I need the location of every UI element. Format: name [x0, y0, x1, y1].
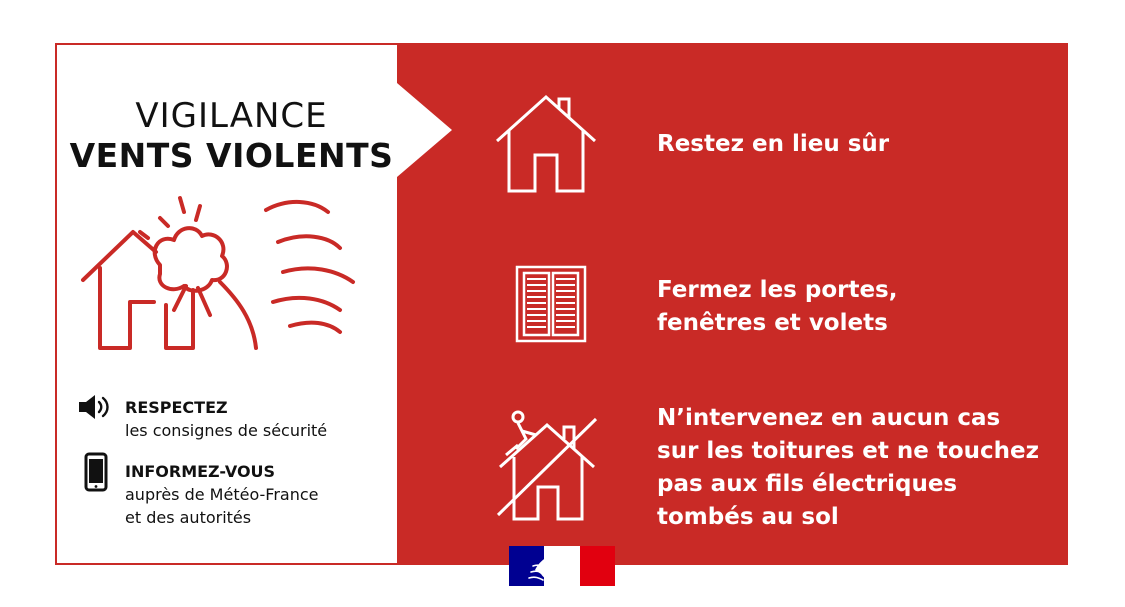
- action-2-text: [657, 274, 898, 340]
- advice-inform-line-2: et des autorités: [125, 508, 252, 527]
- action-1-text: [657, 128, 889, 161]
- title-line-2: VENTS VIOLENTS: [69, 136, 394, 175]
- shutters-icon: [515, 265, 587, 343]
- advice-respect-title: RESPECTEZ: [125, 398, 228, 417]
- title-line-1: VIGILANCE: [135, 96, 328, 136]
- action-2-line-1: Fermez les portes,: [657, 277, 898, 303]
- action-3-line-3: pas aux fils électriques: [657, 471, 958, 497]
- speaker-icon: [78, 394, 114, 420]
- action-3-text: [657, 402, 1039, 534]
- action-3-line-2: sur les toitures et ne touchez: [657, 438, 1040, 464]
- marianne-logo: [509, 546, 615, 586]
- action-3-line-4: tombés au sol: [657, 504, 839, 530]
- advice-respect-line: les consignes de sécurité: [125, 421, 328, 440]
- smartphone-icon: [84, 452, 108, 492]
- no-roof-work-icon: [492, 405, 602, 523]
- action-1-line-1: Restez en lieu sûr: [657, 131, 890, 157]
- arrow-notch: [397, 83, 452, 177]
- action-2-line-2: fenêtres et volets: [657, 310, 888, 336]
- advice-inform: [125, 460, 319, 529]
- advice-respect: [125, 396, 327, 442]
- house-icon: [495, 93, 597, 195]
- advice-inform-title: INFORMEZ-VOUS: [125, 462, 276, 481]
- wind-storm-house-icon: [78, 190, 378, 360]
- action-3-line-1: N’intervenez en aucun cas: [657, 405, 1001, 431]
- advice-inform-line-1: auprès de Météo-France: [125, 485, 319, 504]
